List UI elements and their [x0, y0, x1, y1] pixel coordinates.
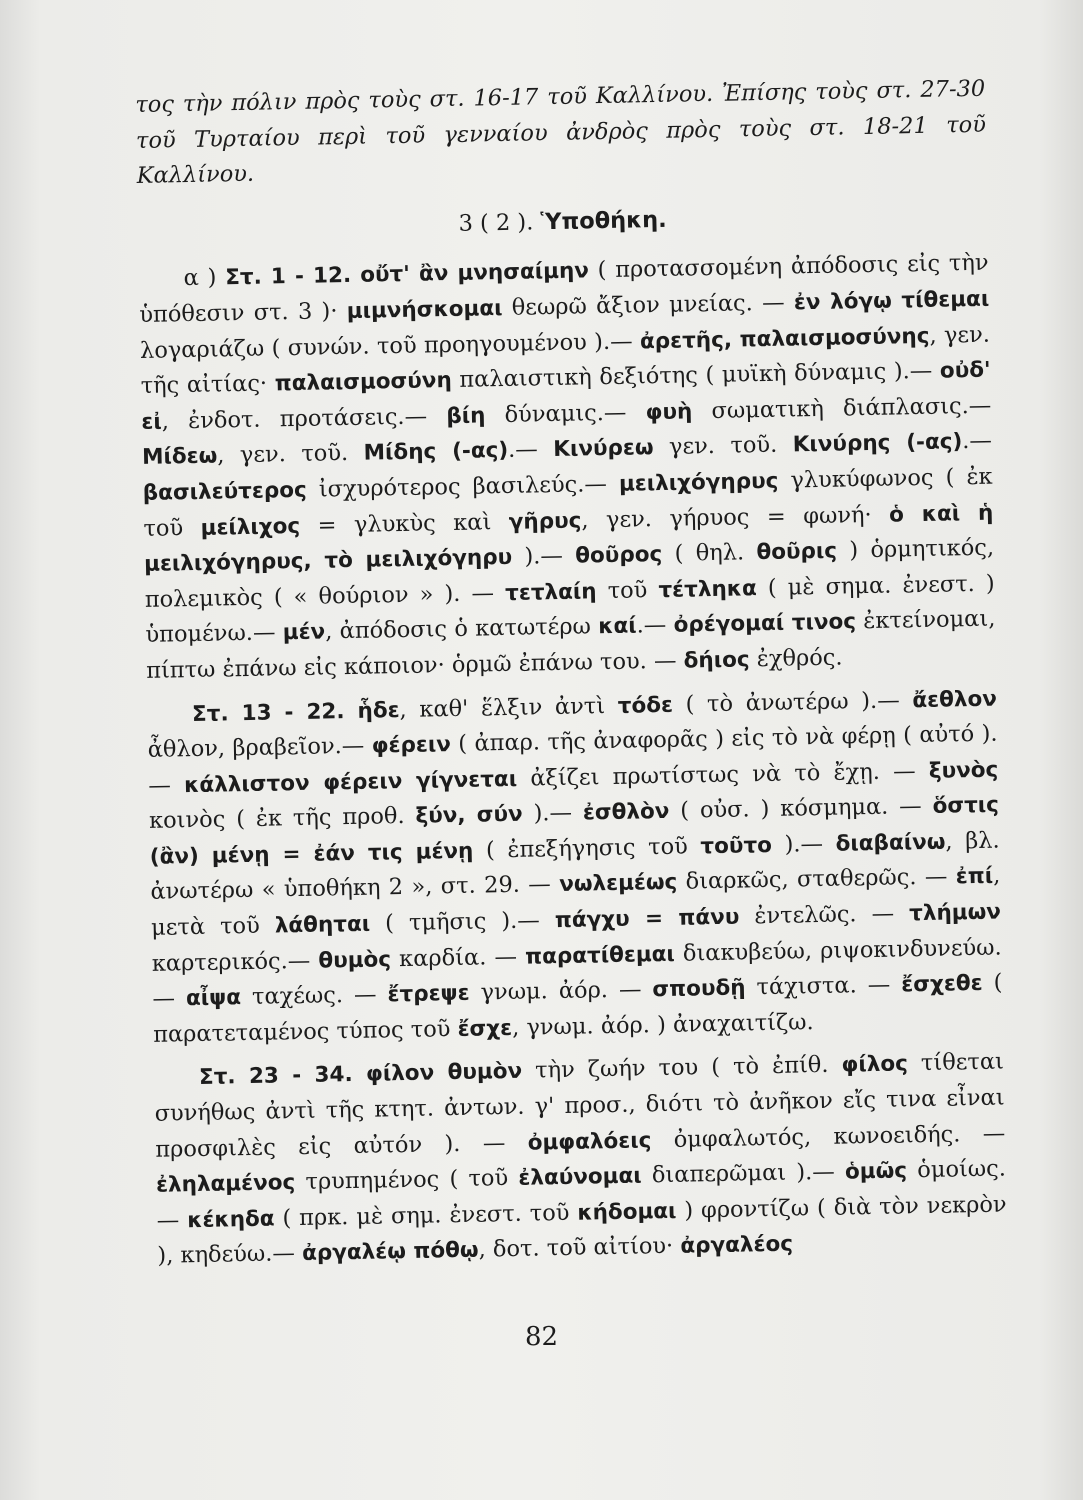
gloss-text: ( ἐπεξήγησις τοῦ	[473, 833, 701, 864]
page-number: 82	[524, 1322, 559, 1352]
keyword-term: τοῦτο	[700, 832, 773, 860]
gloss-text: διαρκῶς, σταθερῶς. —	[677, 863, 957, 896]
keyword-term: διαβαίνω	[835, 829, 946, 857]
keyword-term: γῆρυς	[508, 508, 582, 535]
keyword-term: Στ. 13 - 22. ἧδε	[191, 697, 400, 727]
keyword-term: φυὴ	[645, 399, 693, 426]
gloss-text: τοῦ	[596, 576, 659, 604]
keyword-term: ἐν λόγῳ τίθεμαι	[793, 286, 990, 316]
keyword-term: μειλιχόγηρυς	[618, 468, 779, 497]
keyword-term: μέν	[282, 619, 326, 646]
gloss-text: , γεν. τοῦ.	[217, 440, 364, 469]
gloss-text: ).—	[522, 799, 584, 827]
keyword-term: τετλαίη	[504, 578, 597, 606]
keyword-term: ἀργαλέος	[680, 1231, 794, 1260]
gloss-text: ἆθλον, βραβεῖον.—	[147, 732, 372, 763]
gloss-text: ( τὸ ἀνωτέρω ).—	[672, 686, 913, 718]
gloss-text: ἐντελῶς. —	[739, 900, 910, 930]
keyword-term: φέρειν	[371, 732, 452, 759]
keyword-term: δήιος	[683, 647, 750, 674]
keyword-term: οὐδ' εἰ	[141, 357, 991, 435]
gloss-text: , δοτ. τοῦ αἰτίου·	[478, 1233, 681, 1264]
keyword-term: ἔσχε	[457, 1015, 513, 1042]
gloss-text: κοινὸς ( ἐκ τῆς προθ.	[148, 803, 416, 835]
gloss-text: ( προτασσομένη ἀπόδοσις εἰς τὴν ὑπόθεσιν στ. 3 )·	[139, 250, 989, 328]
keyword-term: ὁ καὶ ἡ μειλιχόγηρυς, τὸ μειλιχόγηρυ	[143, 500, 994, 578]
gloss-text: θεωρῶ ἄξιον μνείας. —	[502, 289, 795, 321]
gloss-text: λογαριάζω ( συνών. τοῦ προηγουμένου ).—	[139, 327, 641, 364]
keyword-term: νωλεμέως	[558, 870, 678, 898]
keyword-term: ἄεθλον	[912, 686, 998, 713]
keyword-term: παρατίθεμαι	[524, 941, 676, 970]
heading-title: Ὑποθήκη.	[540, 206, 667, 236]
page-content	[135, 72, 1008, 1283]
keyword-term: τόδε	[617, 692, 674, 719]
keyword-term: οὔτ' ἂν μνησαίμην	[350, 258, 590, 289]
gloss-text: καρδία. —	[390, 943, 526, 972]
gloss-text: ἀξίζει πρωτίστως νὰ τὸ ἔχῃ. —	[516, 757, 930, 792]
gloss-text: , καθ' ἕλξιν ἀντὶ	[399, 692, 618, 723]
gloss-text: γνωμ. ἀόρ. —	[469, 976, 653, 1006]
gloss-text: καρτερικός.—	[151, 947, 319, 977]
keyword-term: ὀρέγομαί τινος	[673, 609, 857, 639]
keyword-term: φίλος	[841, 1051, 909, 1079]
keyword-term: καί	[597, 613, 637, 640]
keyword-term: ἀρετῆς, παλαισμοσύνης	[639, 323, 930, 354]
heading-number: 3 ( 2 ).	[458, 209, 534, 237]
keyword-term: τλήμων	[908, 899, 1002, 927]
gloss-text: α )	[183, 264, 226, 292]
gloss-text: ( πρκ. μὲ σημ. ἐνεστ. τοῦ	[274, 1199, 578, 1232]
gloss-text: , γνωμ. ἀόρ. ) ἀναχαιτίζω.	[511, 1008, 814, 1041]
gloss-text: παλαιστικὴ δεξιότης ( μυϊκὴ δύναμις ).—	[451, 357, 941, 394]
keyword-term: ὀμφαλόεις	[527, 1127, 652, 1156]
keyword-term: ἐπί	[955, 864, 994, 890]
gloss-text: ) φροντίζω ( διὰ τὸν νεκρὸν ), κηδεύω.—	[157, 1191, 1007, 1270]
gloss-text: , μετὰ τοῦ	[150, 863, 1001, 941]
gloss-text: δύναμις.—	[485, 399, 646, 429]
gloss-text: διαπερῶμαι ).—	[641, 1158, 846, 1189]
keyword-term: τέτληκα	[658, 575, 758, 603]
gloss-text: τίθεται συνήθως ἀντὶ τῆς κτητ. ἀντων. γ' προσ., διότι τὸ ἀνῆκον εἴς τινα εἶναι προσφιλὲς εἰς αὐτόν ). —	[154, 1048, 1005, 1163]
keyword-term: Μίδεω	[141, 443, 218, 471]
section-heading	[137, 196, 988, 248]
keyword-term: Μίδης (-ας)	[363, 438, 509, 467]
keyword-term: ὁμῶς	[844, 1158, 908, 1185]
keyword-term: ξύν, σύν	[415, 801, 523, 830]
keyword-term: αἶψα	[185, 985, 242, 1012]
gloss-text: .—	[636, 612, 674, 639]
gloss-text: τάχιστα. —	[745, 971, 902, 1001]
keyword-term: βίη	[446, 403, 486, 429]
gloss-text: τρυπημένος ( τοῦ	[295, 1165, 519, 1196]
keyword-term: παλαισμοσύνη	[274, 368, 453, 397]
keyword-term: βασιλεύτερος	[142, 477, 307, 506]
intro-paragraph: τος τὴν πόλιν πρὸς τοὺς στ. 16-17 τοῦ Καλλίνου. Ἐπίσης τοὺς στ. 27-30 τοῦ Τυρταίου περὶ τοῦ γενναίου ἀνδρὸς πρὸς τοὺς στ. 18-21 τοῦ Καλλίνου.	[135, 75, 987, 190]
keyword-term: μιμνήσκομαι	[346, 295, 503, 324]
keyword-term: θοῦρος	[575, 542, 663, 569]
keyword-term: μείλιχος	[200, 513, 301, 541]
keyword-term: κάλλιστον φέρειν γίγνεται	[183, 766, 518, 798]
keyword-term: κήδομαι	[577, 1198, 677, 1226]
gloss-text: ὁμοίως. —	[156, 1155, 1007, 1234]
gloss-text: ταχέως. —	[240, 981, 388, 1011]
keyword-term: ξυνὸς	[928, 757, 999, 784]
gloss-text: ).—	[771, 830, 836, 858]
gloss-text: , βλ. ἀνωτέρω « ὑποθήκη 2 », στ. 29. —	[150, 827, 1000, 906]
gloss-text: , γεν. γήρυος = φωνή·	[581, 501, 890, 534]
gloss-text: διακυβεύω, ριψοκινδυνεύω. —	[152, 934, 1002, 1013]
keyword-term: κέκηδα	[186, 1206, 275, 1234]
keyword-term: πάγχυ = πάνυ	[554, 904, 740, 934]
gloss-text: ἐχθρός.	[749, 644, 843, 673]
gloss-text: ).—	[511, 542, 576, 570]
gloss-text: , ἐνδοτ. προτάσεις.—	[161, 402, 447, 435]
gloss-text: ) ὁρμητικός, πολεμικὸς ( « θούριον » ). —	[144, 534, 995, 613]
section-paragraph	[147, 681, 1004, 1053]
keyword-term: Στ. 23 - 34. φίλον θυμὸν	[198, 1059, 523, 1091]
gloss-text: ( ἀπαρ. τῆς ἀναφορᾶς ) εἰς τὸ νὰ φέρῃ ( αὐτό ).—	[148, 720, 998, 799]
gloss-text: ( παρατεταμένος τύπος τοῦ	[152, 969, 1003, 1048]
keyword-term: ἔσχεθε	[901, 971, 983, 998]
gloss-text: , γεν. τῆς αἰτίας·	[140, 321, 991, 400]
gloss-text: = γλυκὺς καὶ	[299, 508, 510, 539]
keyword-term: ἔτρεψε	[387, 980, 470, 1008]
keyword-term: Στ. 1 - 12.	[224, 263, 352, 291]
keyword-term: σπουδῇ	[652, 975, 746, 1003]
keyword-term: ἐλαύνομαι	[518, 1163, 642, 1192]
keyword-term: Κινύρεω	[553, 435, 654, 463]
gloss-text: ( τμῆσις ).—	[369, 907, 556, 937]
keyword-term: Κινύρης (-ας)	[792, 429, 963, 458]
keyword-term: ἐσθλὸν	[582, 799, 670, 826]
gloss-text: ἐκτείνομαι, πίπτω ἐπάνω εἰς κάποιον· ὁρμῶ ἐπάνω του. —	[145, 605, 996, 684]
gloss-text: τὴν ζωήν του ( τὸ ἐπίθ.	[521, 1052, 842, 1085]
keyword-term: ἐληλαμένος	[155, 1170, 296, 1199]
gloss-text: ( θηλ.	[661, 539, 757, 568]
keyword-term: θυμὸς	[318, 946, 392, 974]
gloss-text: γλυκύφωνος ( ἐκ τοῦ	[143, 463, 993, 542]
gloss-text: ( οὐσ. ) κόσμημα. —	[669, 793, 933, 825]
gloss-text: ἰσχυρότερος βασιλεύς.—	[306, 470, 620, 503]
keyword-term: ἀργαλέῳ πόθῳ	[301, 1238, 479, 1267]
gloss-text: ὀμφαλωτός, κωνοειδής. —	[651, 1120, 1006, 1153]
gloss-text: .—	[507, 436, 554, 464]
keyword-term: θοῦρις	[756, 538, 838, 566]
section-paragraph	[138, 246, 996, 689]
section-paragraph	[154, 1045, 1008, 1275]
keyword-term: λάθηται	[274, 911, 371, 939]
gloss-text: , ἀπόδοσις ὁ κατωτέρω	[324, 613, 599, 645]
gloss-text: ( μὲ σημα. ἐνεστ. ) ὑπομένω.—	[145, 570, 995, 649]
gloss-text: σωματικὴ διάπλασις.—	[692, 392, 992, 425]
gloss-text: .—	[962, 427, 993, 455]
gloss-text: γεν. τοῦ.	[653, 431, 794, 461]
keyword-term: ὅστις (ἂν) μένῃ = ἐάν τις μένῃ	[149, 792, 1000, 870]
